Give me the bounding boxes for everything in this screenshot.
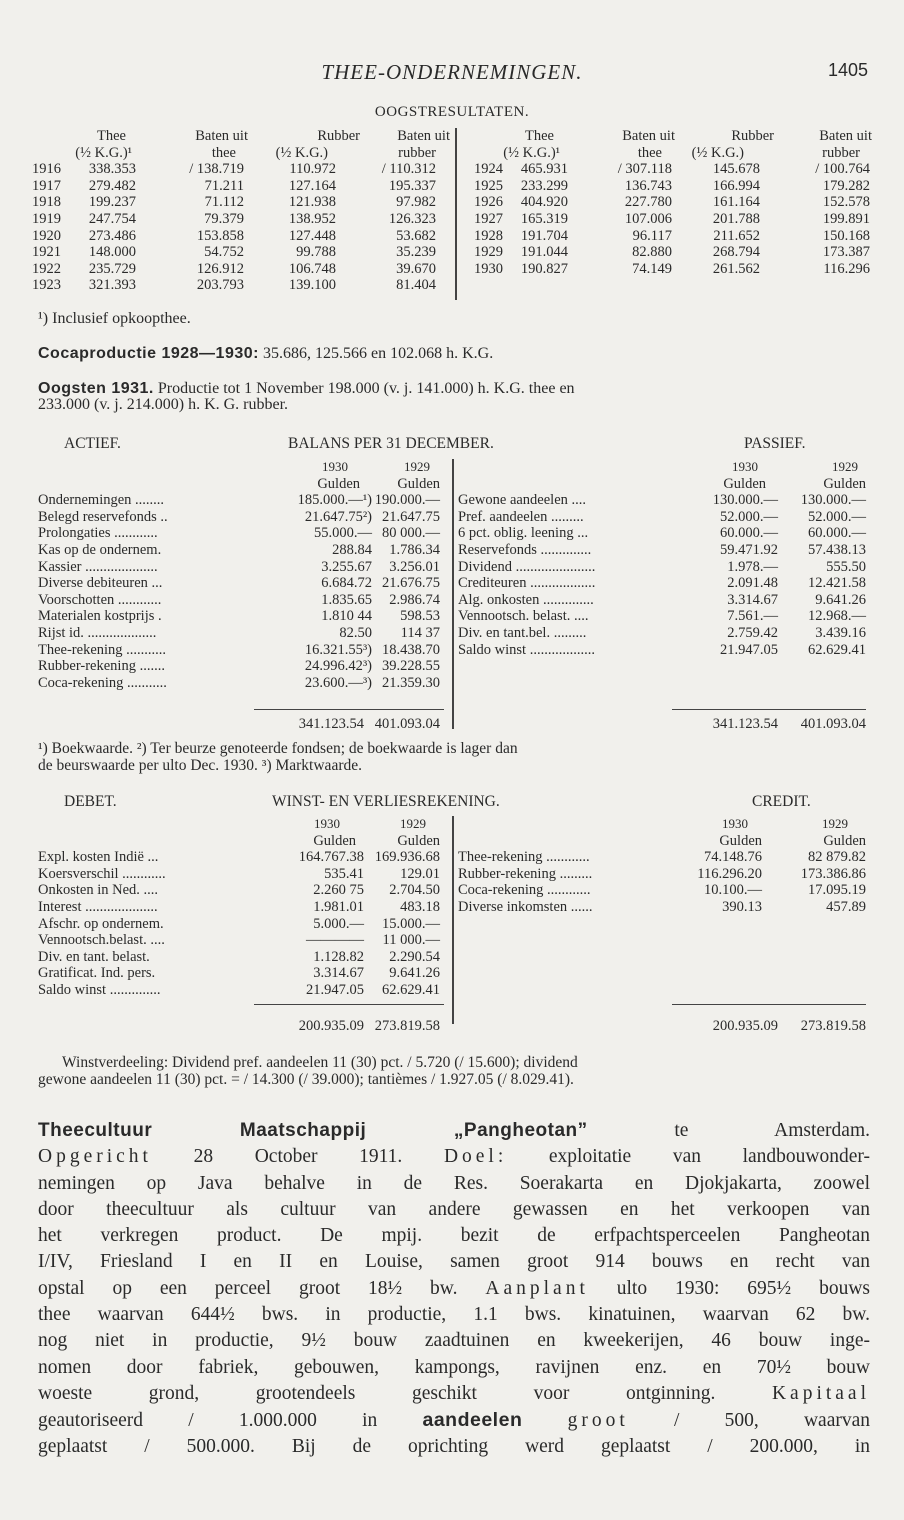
table-row: 1918 199.237 71.112 121.938 97.982 xyxy=(32,194,436,211)
table-row: Ondernemingen ........ 185.000.—¹) 190.000.— xyxy=(38,492,440,509)
table-row: Coca-rekening ............ 10.100.— 17.095.19 xyxy=(458,882,866,899)
coca-label: Cocaproductie 1928—1930: xyxy=(38,345,259,362)
table-row: Diverse debiteuren ... 6.684.72 21.676.75 xyxy=(38,575,440,592)
oogst-right-header-1: Thee Baten uit Rubber Baten uit xyxy=(525,128,872,144)
oogst-right-table xyxy=(466,128,872,277)
company-line-6: I/IV, Friesland I en II en Louise, samen groot 914 bouws en recht van xyxy=(38,1251,870,1273)
company-line-12: geautoriseerd / 1.000.000 in aandeelen groot / 500, waarvan xyxy=(38,1409,870,1432)
table-row: 1927 165.319 107.006 201.788 199.891 xyxy=(474,210,870,227)
table-row: 1930 190.827 74.149 261.562 116.296 xyxy=(474,260,870,277)
company-line-9: nog niet in productie, 9½ bouw zaadtuinen en kweekerijen, 46 bouw inge- xyxy=(38,1330,870,1352)
winstverdeeling-2: gewone aandeelen 11 (30) pct. = / 14.300 (/ 39.000); tantièmes / 1.927.05 (/ 8.029.41). xyxy=(38,1071,574,1088)
balans-total-right: 341.123.54 401.093.04 xyxy=(712,716,866,732)
winstverdeeling-1: Winstverdeeling: Dividend pref. aandeelen 11 (30) pct. / 5.720 (/ 15.600); dividend xyxy=(62,1054,578,1071)
company-line-1: Theecultuur Maatschappij „Pangheotan” te Amsterdam. xyxy=(38,1120,870,1141)
oogst-title: OOGSTRESULTATEN. xyxy=(374,104,530,120)
company-line-13: geplaatst / 500.000. Bij de oprichting werd geplaatst / 200.000, in xyxy=(38,1435,870,1457)
company-name: Theecultuur Maatschappij „Pangheotan” xyxy=(38,1120,588,1141)
table-row: Coca-rekening ........... 23.600.—³) 21.359.30 xyxy=(38,674,440,691)
balans-title: BALANS PER 31 DECEMBER. xyxy=(288,435,494,452)
balans-total-rule-right xyxy=(672,709,866,710)
company-line-11: woeste grond, grootendeels geschikt voor ontginning. Kapitaal xyxy=(38,1382,871,1404)
balans-note-2: de beurswaarde per ulto Dec. 1930. ³) Marktwaarde. xyxy=(38,757,362,774)
winst-total-rule-left xyxy=(254,1004,444,1005)
balans-total-rule-left xyxy=(254,709,444,710)
table-row: Saldo winst .................. 21.947.05 62.629.41 xyxy=(458,641,866,658)
winst-total-right: 200.935.09 273.819.58 xyxy=(712,1018,866,1034)
table-row: Saldo winst .............. 21.947.05 62.629.41 xyxy=(38,981,440,998)
table-row: 1923 321.393 203.793 139.100 81.404 xyxy=(32,277,436,294)
table-row: Crediteuren .................. 2.091.48 12.421.58 xyxy=(458,575,866,592)
balans-passief-head: PASSIEF. xyxy=(744,435,806,452)
table-row: Vennootsch.belast. .... ———— 11 000.— xyxy=(38,932,440,949)
table-row: Pref. aandeelen ......... 52.000.— 52.000.— xyxy=(458,508,866,525)
table-row: 1925 233.299 136.743 166.994 179.282 xyxy=(474,177,870,194)
table-row: Reservefonds .............. 59.471.92 57.438.13 xyxy=(458,541,866,558)
balans-actief-head: ACTIEF. xyxy=(64,435,121,452)
table-row: 1922 235.729 126.912 106.748 39.670 xyxy=(32,260,436,277)
table-row: Koersverschil ............ 535.41 129.01 xyxy=(38,865,440,882)
table-row: 6 pct. oblig. leening ... 60.000.— 60.000.— xyxy=(458,525,866,542)
balans-total-left: 341.123.54 401.093.04 xyxy=(298,716,440,732)
company-line-2: Opgericht 28 October 1911. Doel: exploitatie van landbouwonder- xyxy=(38,1146,870,1168)
company-line-4: door theecultuur als cultuur van andere gewassen en het verkoopen van xyxy=(38,1198,870,1220)
company-line-7: opstal op een perceel groot 18½ bw. Aanplant ulto 1930: 695½ bouws xyxy=(38,1277,870,1299)
table-row: Expl. kosten Indië ... 164.767.38 169.936.68 xyxy=(38,849,440,866)
oogsten-line-2: 233.000 (v. j. 214.000) h. K. G. rubber. xyxy=(38,396,289,413)
table-row: Kas op de ondernem. 288.84 1.786.34 xyxy=(38,541,440,558)
table-row: Alg. onkosten .............. 3.314.67 9.641.26 xyxy=(458,591,866,608)
balans-actief-table: 1930 1929 Gulden Gulden Ondernemingen ........ 185.000.—¹) 190.000.— Belegd reservefonds .. 21.647.75²) 21.647.75 Prolongaties ............ 55.000.— 80 000.— Kas op de ondernem. 288.84 1.786.34 Kassier .................... 3.255.67 3.256.01 Diverse debiteuren ... 6.684.72 21.676.75 Voorschotten ............ 1.835.65 2.986.74 Materialen kostprijs . 1.810 44 598.53 Rijst id. ................... 82.50 114 37 Thee-rekening ........... 16.321.55³) 18.438.70 Rubber-rekening ....... 24.996.42³) 39.228.55 Coca-rekening ........... 23.600.—³) 21.359.30 xyxy=(38,459,448,691)
table-row: Thee-rekening ........... 16.321.55³) 18.438.70 xyxy=(38,641,440,658)
balans-note-1: ¹) Boekwaarde. ²) Ter beurze genoteerde fondsen; de boekwaarde is lager dan xyxy=(38,740,518,757)
oogst-left-table xyxy=(32,128,458,294)
winst-credit-table: 1930 1929 Gulden Gulden Thee-rekening ............ 74.148.76 82 879.82 Rubber-rekening ......... 116.296.20 173.386.86 Coca-rekening ............ 10.100.— 17.095.19 Diverse inkomsten ...... 390.13 457.89 xyxy=(458,816,866,915)
oogsten-text-1: Productie tot 1 November 198.000 (v. j. 141.000) h. K.G. thee en xyxy=(157,380,575,397)
table-row: Vennootsch. belast. .... 7.561.— 12.968.— xyxy=(458,608,866,625)
balans-divider xyxy=(452,459,454,729)
company-line-5: het verkregen product. De mpij. bezit de erfpachtsperceelen Pangheotan xyxy=(38,1225,870,1247)
company-line-8: thee waarvan 644½ bws. in productie, 1.1 bws. kinatuinen, waarvan 62 bw. xyxy=(38,1304,870,1326)
winst-total-rule-right xyxy=(672,1004,866,1005)
coca-line xyxy=(38,345,493,363)
winst-credit-head: CREDIT. xyxy=(752,793,811,810)
winst-title: WINST- EN VERLIESREKENING. xyxy=(272,793,500,810)
table-row: Dividend ...................... 1.978.— 555.50 xyxy=(458,558,866,575)
winst-divider xyxy=(452,816,454,1024)
oogst-left-header-1: Thee Baten uit Rubber Baten uit xyxy=(97,128,450,144)
oogsten-label: Oogsten 1931. xyxy=(38,380,154,397)
page-number: 1405 xyxy=(827,60,868,80)
table-row: 1929 191.044 82.880 268.794 173.387 xyxy=(474,244,870,261)
company-line-3: nemingen op Java behalve in de Res. Soerakarta en Djokjakarta, zoowel xyxy=(38,1172,870,1194)
table-row: Onkosten in Ned. .... 2.260 75 2.704.50 xyxy=(38,882,440,899)
running-title: THEE-ONDERNEMINGEN. xyxy=(321,60,583,84)
table-row: Voorschotten ............ 1.835.65 2.986.74 xyxy=(38,591,440,608)
table-row: Rijst id. ................... 82.50 114 37 xyxy=(38,624,440,641)
table-row: Prolongaties ............ 55.000.— 80 000.— xyxy=(38,525,440,542)
table-row: Diverse inkomsten ...... 390.13 457.89 xyxy=(458,898,866,915)
oogst-divider xyxy=(455,128,457,300)
coca-text: 35.686, 125.566 en 102.068 h. K.G. xyxy=(262,345,494,362)
table-row: Rubber-rekening ......... 116.296.20 173.386.86 xyxy=(458,865,866,882)
table-row: 1926 404.920 227.780 161.164 152.578 xyxy=(474,194,870,211)
table-row: Rubber-rekening ....... 24.996.42³) 39.228.55 xyxy=(38,658,440,675)
table-row: Kassier .................... 3.255.67 3.256.01 xyxy=(38,558,440,575)
winst-total-left: 200.935.09 273.819.58 xyxy=(298,1018,440,1034)
table-row: Interest .................... 1.981.01 483.18 xyxy=(38,898,440,915)
table-row: Div. en tant. belast. 1.128.82 2.290.54 xyxy=(38,948,440,965)
table-row: 1924 465.931 / 307.118 145.678 / 100.764 xyxy=(474,161,870,178)
table-row: Materialen kostprijs . 1.810 44 598.53 xyxy=(38,608,440,625)
table-row: Belegd reservefonds .. 21.647.75²) 21.647.75 xyxy=(38,508,440,525)
winst-debet-table: 1930 1929 Gulden Gulden Expl. kosten Indië ... 164.767.38 169.936.68 Koersverschil ............ 535.41 129.01 Onkosten in Ned. .... 2.260 75 2.704.50 Interest .................... 1.981.01 483.18 Afschr. op ondernem. 5.000.— 15.000.— Vennootsch.belast. .... ———— 11 000.— Div. en tant. belast. 1.128.82 2.290.54 Gratificat. Ind. pers. 3.314.67 9.641.26 Saldo winst .............. 21.947.05 62.629.41 xyxy=(38,816,448,999)
table-row: 1921 148.000 54.752 99.788 35.239 xyxy=(32,244,436,261)
table-row: 1920 273.486 153.858 127.448 53.682 xyxy=(32,227,436,244)
table-row: Gratificat. Ind. pers. 3.314.67 9.641.26 xyxy=(38,965,440,982)
table-row: Div. en tant.bel. ......... 2.759.42 3.439.16 xyxy=(458,624,866,641)
table-row: 1919 247.754 79.379 138.952 126.323 xyxy=(32,210,436,227)
table-row: Thee-rekening ............ 74.148.76 82 879.82 xyxy=(458,849,866,866)
table-row: Afschr. op ondernem. 5.000.— 15.000.— xyxy=(38,915,440,932)
oogst-right-header-2: (½ K.G.)¹ thee (½ K.G.) rubber xyxy=(503,144,860,161)
table-row: 1928 191.704 96.117 211.652 150.168 xyxy=(474,227,870,244)
table-row: 1917 279.482 71.211 127.164 195.337 xyxy=(32,177,436,194)
oogst-footnote: ¹) Inclusief opkoopthee. xyxy=(38,310,191,327)
table-row: 1916 338.353 / 138.719 110.972 / 110.312 xyxy=(32,161,436,178)
winst-debet-head: DEBET. xyxy=(64,793,117,810)
table-row: Gewone aandeelen .... 130.000.— 130.000.— xyxy=(458,492,866,509)
company-paragraph xyxy=(38,1118,870,1460)
oogst-left-header-2: (½ K.G.)¹ thee (½ K.G.) rubber xyxy=(75,144,436,161)
balans-passief-table: 1930 1929 Gulden Gulden Gewone aandeelen .... 130.000.— 130.000.— Pref. aandeelen ......... 52.000.— 52.000.— 6 pct. oblig. leening ... 60.000.— 60.000.— Reservefonds .............. 59.471.92 57.438.13 Dividend ...................... 1.978.— 555.50 Crediteuren .................. 2.091.48 12.421.58 Alg. onkosten .............. 3.314.67 9.641.26 Vennootsch. belast. .... 7.561.— 12.968.— Div. en tant.bel. ......... 2.759.42 3.439.16 Saldo winst .................. 21.947.05 62.629.41 xyxy=(458,459,866,658)
company-line-10: nomen door fabriek, gebouwen, kampongs, ravijnen enz. en 70½ bouw xyxy=(38,1356,870,1378)
